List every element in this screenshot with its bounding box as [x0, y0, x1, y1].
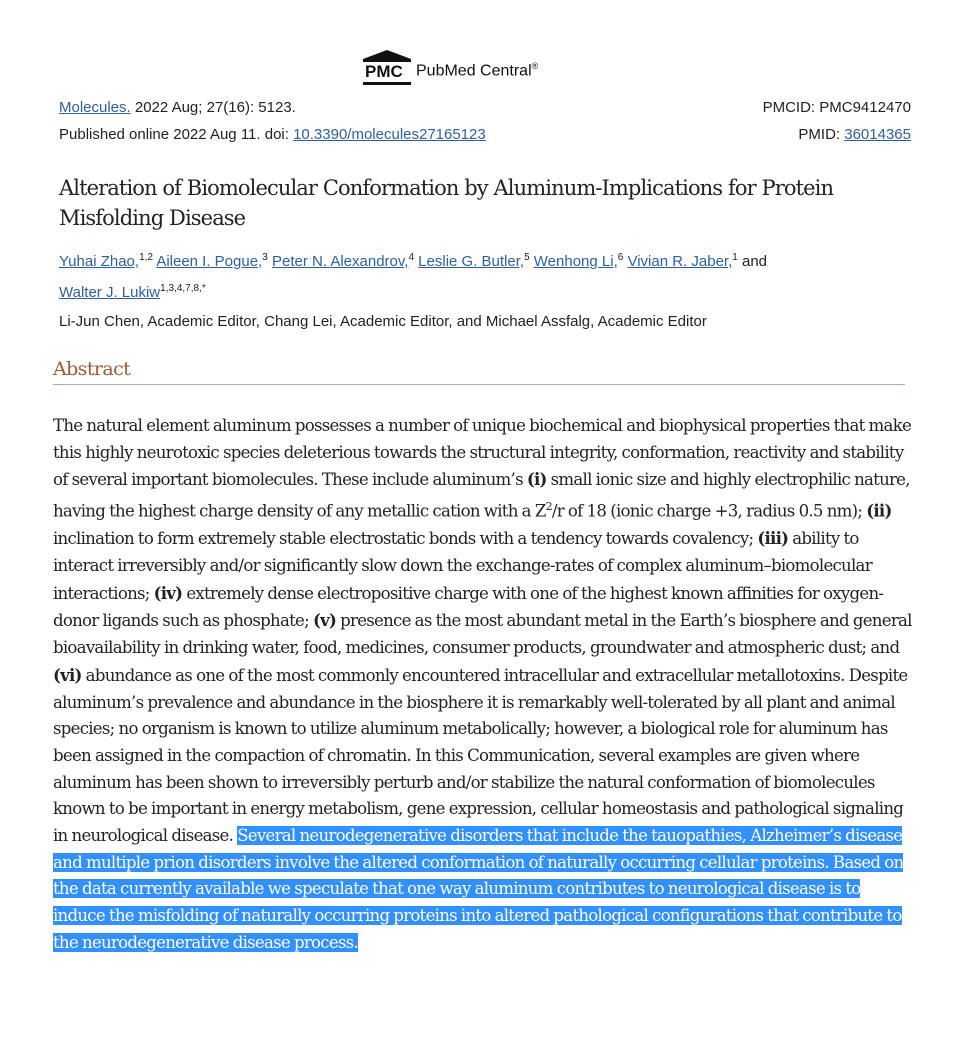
- author-affiliation: 3: [262, 252, 268, 263]
- author-link[interactable]: Wenhong Li,: [533, 253, 618, 270]
- marker-iv: (iv): [153, 582, 183, 603]
- pmc-building-icon: [363, 50, 411, 86]
- doi-link[interactable]: 10.3390/molecules27165123: [293, 126, 486, 143]
- section-divider: [53, 384, 905, 385]
- author-affiliation: 1: [732, 252, 738, 263]
- article-title: Alteration of Biomolecular Conformation by Aluminum-Implications for Protein Misfolding Disease: [59, 176, 834, 230]
- journal-issue: 2022 Aug; 27(16): 5123.: [130, 99, 296, 116]
- journal-link[interactable]: Molecules.: [59, 99, 131, 116]
- identifiers: [763, 94, 911, 148]
- author-list: [59, 244, 859, 306]
- author-affiliation: 1,2: [139, 252, 153, 263]
- author-affiliation: 4: [408, 252, 414, 263]
- marker-iii: (iii): [757, 528, 789, 549]
- author-link[interactable]: Vivian R. Jaber,: [627, 253, 733, 270]
- marker-ii: (ii): [866, 500, 892, 521]
- abstract-heading: Abstract: [53, 358, 131, 380]
- pmcid: PMCID: PMC9412470: [762, 99, 911, 116]
- author-link[interactable]: Peter N. Alexandrov,: [271, 253, 409, 270]
- pmid-label: PMID:: [798, 126, 845, 143]
- author-link[interactable]: Aileen I. Pogue,: [156, 253, 263, 270]
- selected-text[interactable]: Several neurodegenerative disorders that include the tauopathies, Alzheimer’s disease and multiple prion disorders involve the altered conformation of naturally occurring cellular proteins. Based on the data currently available we speculate that one way aluminum contributes to neurological disease is to induce the misfolding of naturally occurring proteins into altered pathological configurations that contribute to the neurodegenerative disease process.: [53, 826, 904, 952]
- marker-v: (v): [313, 610, 337, 631]
- academic-editors: Li-Jun Chen, Academic Editor, Chang Lei, Academic Editor, and Michael Assfalg, Academic Editor: [59, 313, 707, 330]
- abstract-text[interactable]: The natural element aluminum possesses a number of unique biochemical and biophysical properties that make this highly neurotoxic species deleterious towards the structural integrity, conformation, reactivity and stability of several important biomolecules. These include aluminum’s (i) small ionic size and highly electrophilic nature, having the highest charge density of any metallic cation with a $Z^2/r$ of 18 (ionic charge +3, radius 0.5 nm); (ii) inclination to form extremely stable electrostatic bonds with a tendency towards covalency; (iii) ability to interact irreversibly and/or significantly slow down the exchange-rates of complex aluminum–biomolecular interactions; (iv) extremely dense electropositive charge with one of the highest known affinities for oxygen-donor ligands such as phosphate; (v) presence as the most abundant metal in the Earth’s biosphere and general bioavailability in drinking water, food, medicines, consumer products, groundwater and atmospheric dust; and (vi) abundance as one of the most commonly encountered intracellular and extracellular metallotoxins. Despite aluminum’s prevalence and abundance in the biosphere it is remarkably well-tolerated by all plant and animal species; no organism is known to utilize aluminum metabolically; however, a biological role for aluminum has been assigned in the compaction of chromatin. In this Communication, several examples are given where aluminum has been shown to irreversibly perturb and/or stabilize the natural conformation of biomolecules known to be important in energy metabolism, gene expression, cellular homeostasis and pathological signaling in neurological disease. Several neurodegenerative disorders that include the tauopathies, Alzheimer’s disease and multiple prion disorders involve the altered conformation of naturally occurring cellular proteins. Based on the data currently available we speculate that one way aluminum contributes to neurological disease is to induce the misfolding of naturally occurring proteins into altered pathological configurations that contribute to the neurodegenerative disease process.: [53, 416, 912, 952]
- author-link[interactable]: Leslie G. Butler,: [418, 253, 525, 270]
- author-affiliation: 5: [524, 252, 530, 263]
- pmc-logo[interactable]: [363, 50, 538, 86]
- author-link[interactable]: Walter J. Lukiw: [59, 284, 161, 301]
- marker-vi: (vi): [53, 664, 82, 685]
- author-affiliation: 6: [617, 252, 624, 263]
- author-link[interactable]: Yuhai Zhao,: [59, 253, 140, 270]
- author-affiliation: 1,3,4,7,8,*: [160, 283, 206, 294]
- published-online: Published online 2022 Aug 11. doi:: [59, 126, 294, 143]
- marker-i: (i): [526, 469, 547, 490]
- pmid-link[interactable]: 36014365: [844, 126, 911, 143]
- citation-info: [59, 94, 486, 148]
- logo-name: PubMed Central®: [416, 60, 539, 79]
- logo-mark-text: PMC: [365, 62, 403, 81]
- authors-and: and: [742, 253, 768, 270]
